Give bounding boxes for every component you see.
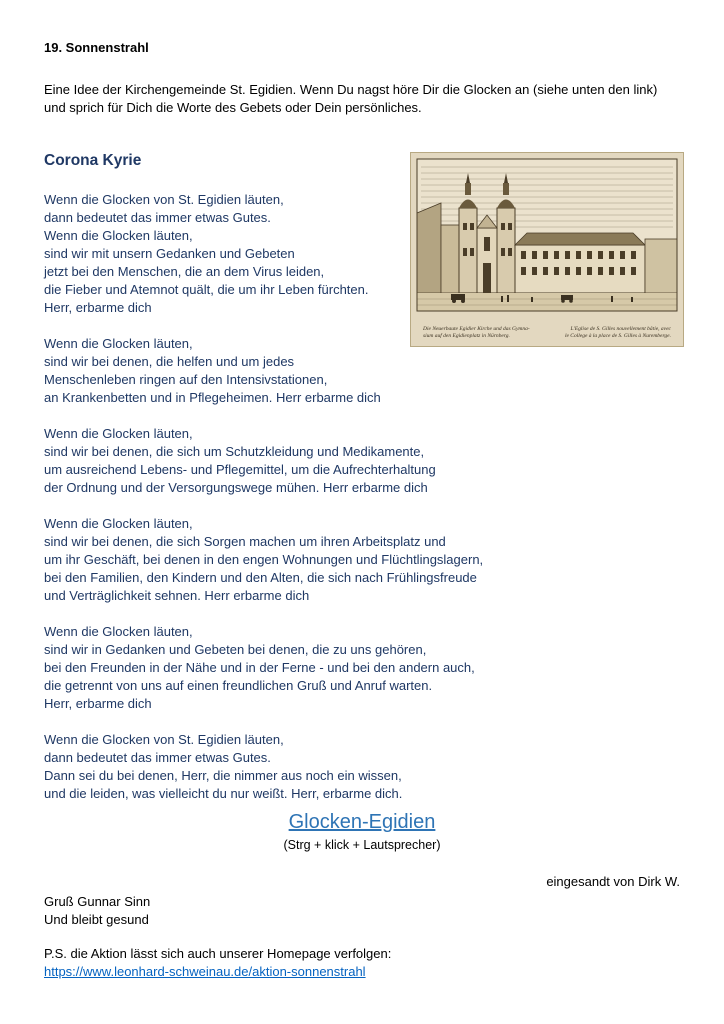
poem-line: Wenn die Glocken läuten, bbox=[44, 516, 193, 531]
poem-line: Menschenleben ringen auf den Intensivstationen, bbox=[44, 372, 328, 387]
closing-line: Gruß Gunnar Sinn bbox=[44, 894, 151, 909]
poem-line: sind wir bei denen, die helfen und um jedes bbox=[44, 354, 295, 369]
closing-signature bbox=[44, 893, 150, 929]
poem-line: sind wir in Gedanken und Gebeten bei denen, die zu uns gehören, bbox=[44, 642, 427, 657]
intro-line: und sprich für Dich die Worte des Gebets oder Dein persönliches. bbox=[44, 100, 422, 115]
poem-line: Wenn die Glocken läuten, bbox=[44, 228, 193, 243]
poem-title: Corona Kyrie bbox=[44, 152, 142, 169]
poem-line: sind wir bei denen, die sich Sorgen machen um ihren Arbeitsplatz und bbox=[44, 534, 446, 549]
poem-line: und die leiden, was vielleicht du nur weißt. Herr, erbarme dich. bbox=[44, 786, 403, 801]
poem-line: Herr, erbarme dich bbox=[44, 300, 152, 315]
link-hint-text: (Strg + klick + Lautsprecher) bbox=[283, 838, 441, 852]
caption-line: Die Neuerbaute Egidier Kirche und das Gymna- bbox=[423, 326, 530, 332]
poem-line: sind wir mit unsern Gedanken und Gebeten bbox=[44, 246, 295, 261]
caption-line: L'Eglise de S. Gilles nouvellement bâtie, avec bbox=[570, 326, 671, 332]
poem-line: um ausreichend Lebens- und Pflegemittel, um die Aufrechterhaltung bbox=[44, 462, 436, 477]
poem-line: die Fieber und Atemnot quält, die um ihr Leben fürchten. bbox=[44, 282, 369, 297]
caption-line: le College à la place de S. Gilles à Nuremberge. bbox=[564, 333, 671, 339]
stanza bbox=[44, 623, 514, 713]
intro-line: Eine Idee der Kirchengemeinde St. Egidien. Wenn Du nagst höre Dir die Glocken an (siehe unten den link) bbox=[44, 82, 658, 97]
poem-line: Dann sei du bei denen, Herr, die nimmer aus noch ein wissen, bbox=[44, 768, 402, 783]
poem-line: dann bedeutet das immer etwas Gutes. bbox=[44, 750, 271, 765]
homepage-url-link[interactable]: https://www.leonhard-schweinau.de/aktion-sonnenstrahl bbox=[44, 964, 366, 979]
engraving-caption-left bbox=[423, 326, 530, 340]
stanza bbox=[44, 731, 514, 803]
postscript bbox=[44, 945, 391, 981]
poem-line: der Ordnung und der Versorgungswege mühen. Herr erbarme dich bbox=[44, 480, 428, 495]
postscript-text: P.S. die Aktion lässt sich auch unserer Homepage verfolgen: bbox=[44, 946, 392, 961]
poem-line: Wenn die Glocken von St. Egidien läuten, bbox=[44, 192, 284, 207]
poem-line: jetzt bei den Menschen, die an dem Virus leiden, bbox=[44, 264, 325, 279]
poem-line: bei den Familien, den Kindern und den Alten, die sich nach Frühlingsfreude bbox=[44, 570, 477, 585]
sender-credit: eingesandt von Dirk W. bbox=[546, 874, 680, 889]
stanza bbox=[44, 425, 514, 497]
poem-line: Wenn die Glocken läuten, bbox=[44, 336, 193, 351]
poem-line: Herr, erbarme dich bbox=[44, 696, 152, 711]
poem-line: sind wir bei denen, die sich um Schutzkleidung und Medikamente, bbox=[44, 444, 425, 459]
caption-line: sium auf den Egidienplatz in Nürnberg. bbox=[423, 333, 510, 339]
engraving-caption-right bbox=[565, 326, 671, 340]
church-engraving-image bbox=[410, 152, 684, 347]
poem-line: dann bedeutet das immer etwas Gutes. bbox=[44, 210, 271, 225]
poem-line: an Krankenbetten und in Pflegeheimen. Herr erbarme dich bbox=[44, 390, 381, 405]
stanza bbox=[44, 515, 514, 605]
poem-line: und Verträglichkeit sehnen. Herr erbarme dich bbox=[44, 588, 310, 603]
poem-line: Wenn die Glocken läuten, bbox=[44, 426, 193, 441]
poem-line: Wenn die Glocken läuten, bbox=[44, 624, 193, 639]
church-engraving-illustration bbox=[411, 153, 683, 346]
glocken-egidien-link[interactable]: Glocken-Egidien bbox=[288, 811, 436, 833]
closing-line: Und bleibt gesund bbox=[44, 912, 149, 927]
poem-line: die getrennt von uns auf einen freundlichen Gruß und Anruf warten. bbox=[44, 678, 433, 693]
poem-line: Wenn die Glocken von St. Egidien läuten, bbox=[44, 732, 284, 747]
intro-paragraph bbox=[44, 81, 684, 117]
poem-line: bei den Freunden in der Nähe und in der Ferne - und bei den andern auch, bbox=[44, 660, 475, 675]
poem-line: um ihr Geschäft, bei denen in den engen Wohnungen und Flüchtlingslagern, bbox=[44, 552, 484, 567]
document-heading: 19. Sonnenstrahl bbox=[44, 40, 149, 55]
